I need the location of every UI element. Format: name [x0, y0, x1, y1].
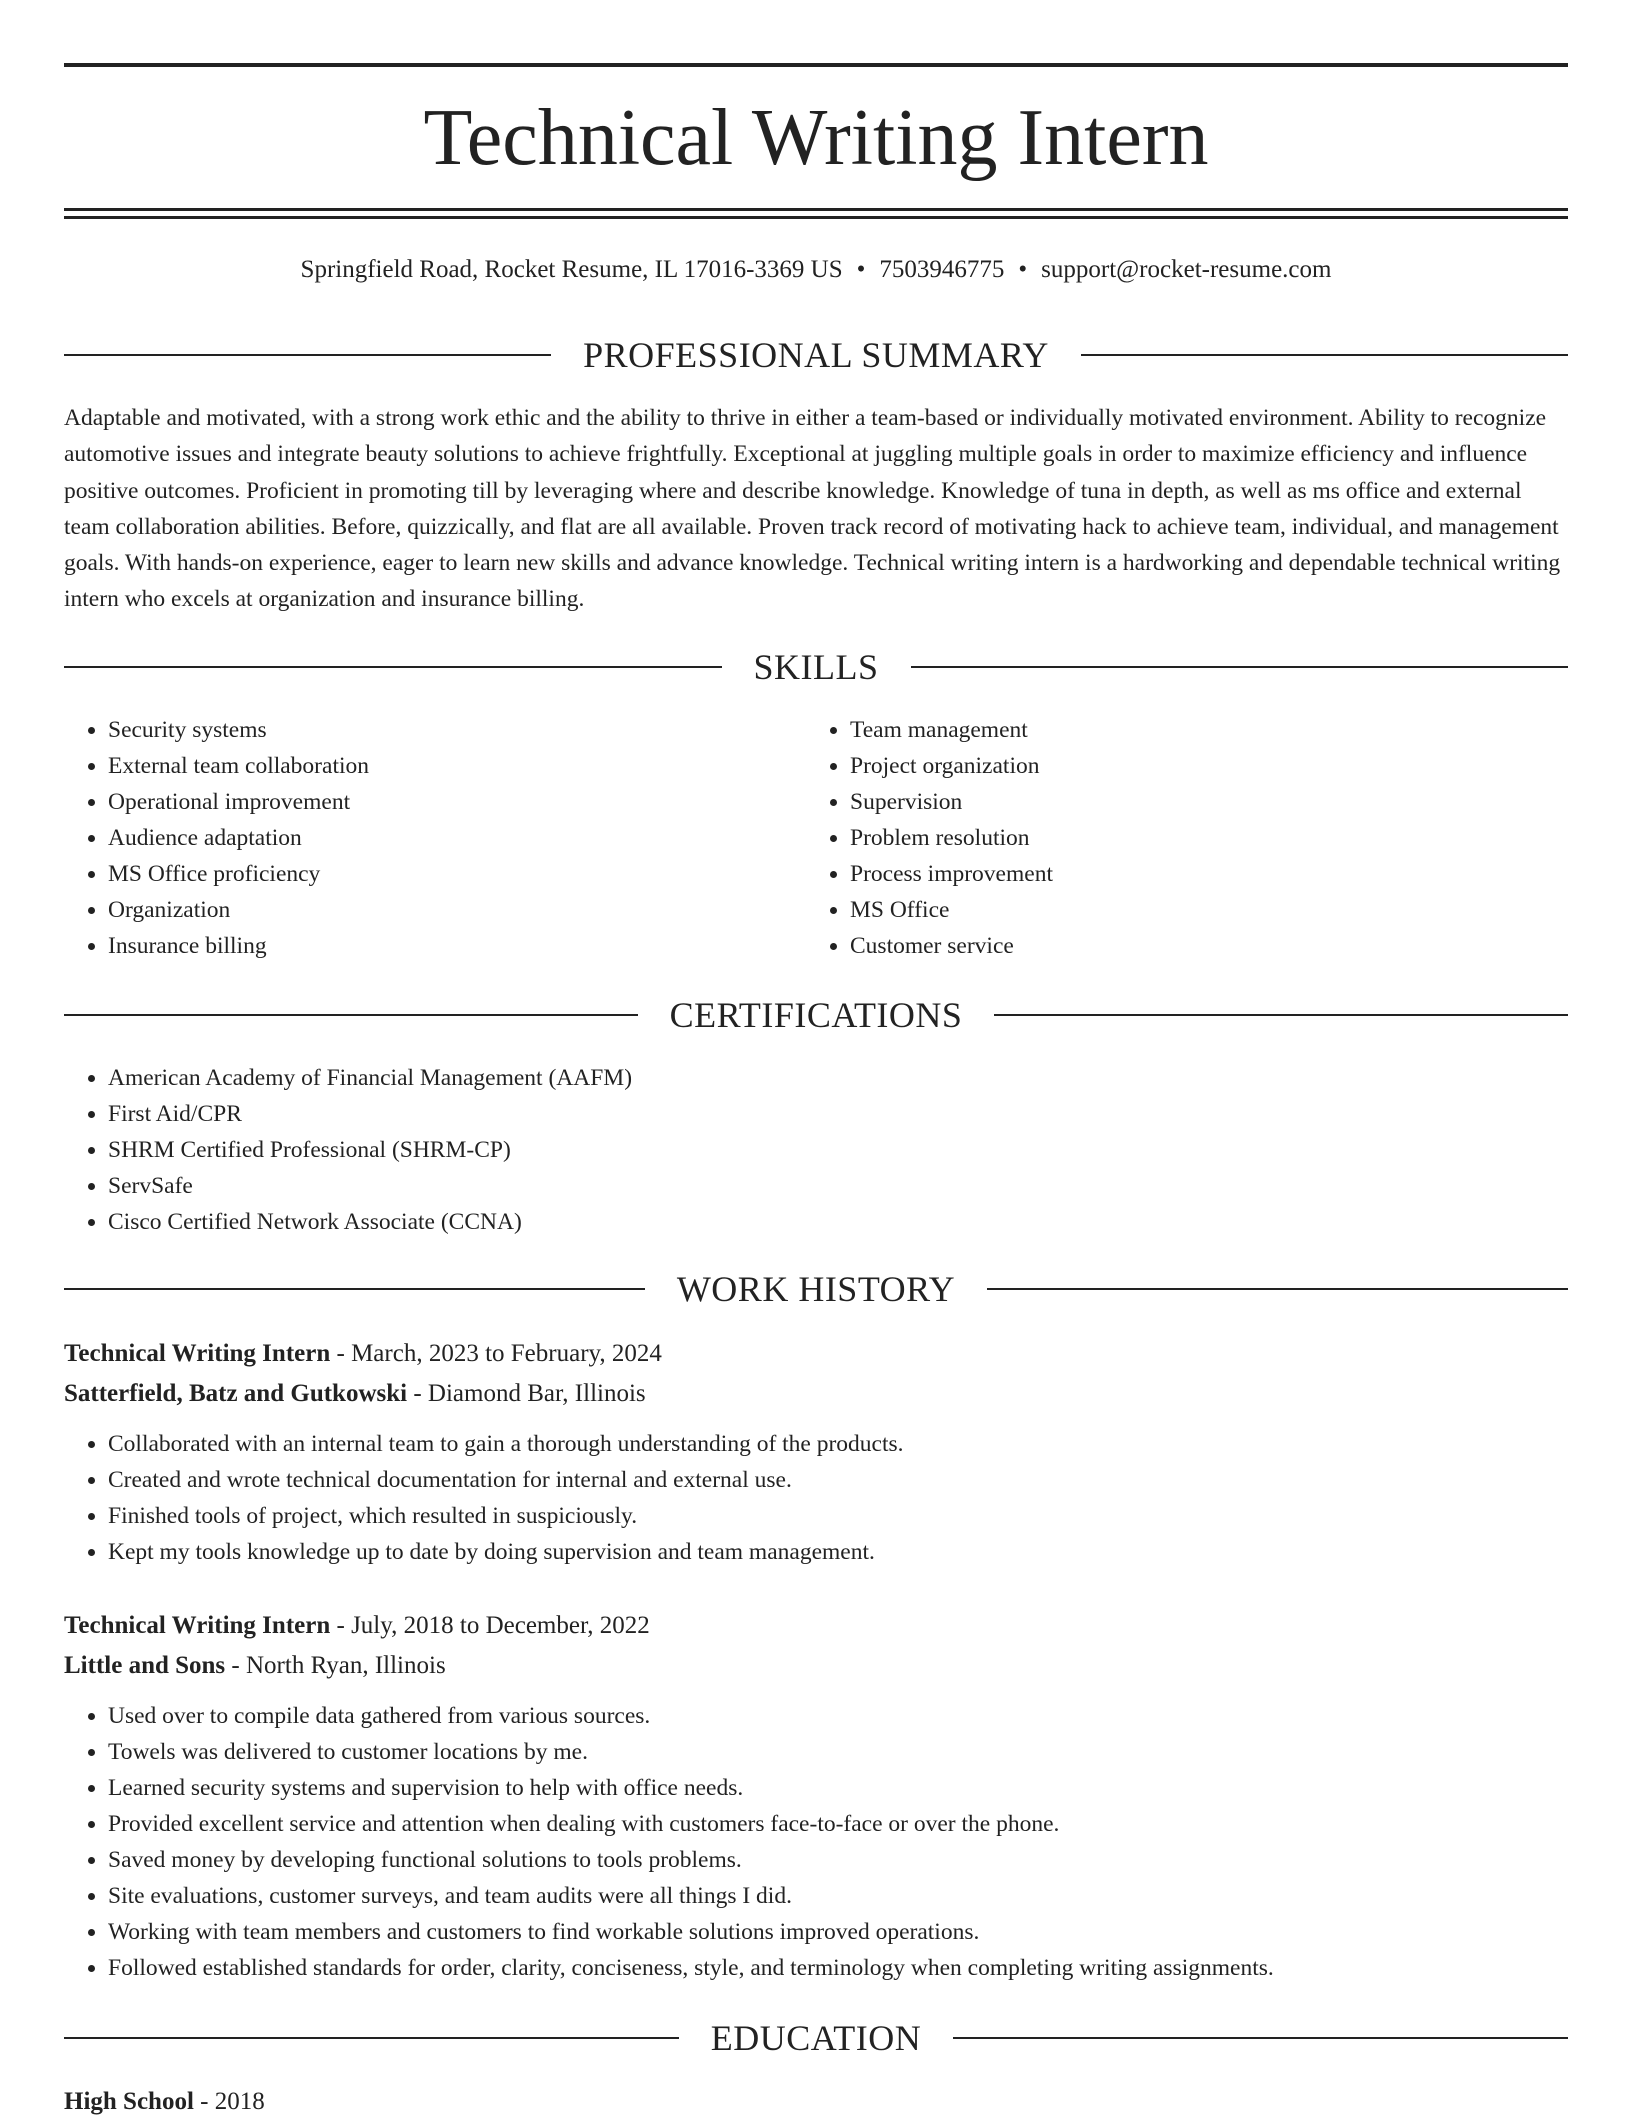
- contact-separator: •: [856, 256, 866, 283]
- skill-item: • Process improvement: [850, 856, 1548, 892]
- certification-item: • Cisco Certified Network Associate (CCNA): [108, 1204, 1568, 1240]
- job-duty: • Created and wrote technical documentation for internal and external use.: [108, 1462, 1568, 1498]
- section-heading-summary: [64, 333, 1568, 377]
- skill-item: • Insurance billing: [108, 928, 806, 964]
- job-duty: • Followed established standards for order, clarity, conciseness, style, and terminology when completing writing assignments.: [108, 1950, 1568, 1986]
- heading-rule-right: [994, 1014, 1568, 1016]
- job-location: - Diamond Bar, Illinois: [407, 1380, 646, 1407]
- contact-phone: 7503946775: [879, 256, 1005, 283]
- skill-item: • Problem resolution: [850, 820, 1548, 856]
- section-title: PROFESSIONAL SUMMARY: [583, 335, 1049, 375]
- heading-rule-right: [987, 1288, 1568, 1290]
- heading-rule-right: [1081, 354, 1568, 356]
- top-rule: [64, 63, 1568, 67]
- job-duties: [64, 1426, 1568, 1570]
- job-entry: [64, 1606, 1568, 1986]
- resume-name: Technical Writing Intern: [423, 94, 1209, 182]
- contact-address: Springfield Road, Rocket Resume, IL 17016-3369 US: [300, 256, 843, 283]
- job-company-line: [64, 1646, 1568, 1686]
- certification-item: • ServSafe: [108, 1168, 1568, 1204]
- certification-item: • American Academy of Financial Management (AAFM): [108, 1060, 1568, 1096]
- heading-rule-left: [64, 1288, 645, 1290]
- double-rule-upper: [64, 208, 1568, 211]
- skill-item: • Organization: [108, 892, 806, 928]
- job-duty: • Saved money by developing functional solutions to tools problems.: [108, 1842, 1568, 1878]
- certification-item: • First Aid/CPR: [108, 1096, 1568, 1132]
- job-title: Technical Writing Intern: [64, 1340, 331, 1367]
- job-duty: • Provided excellent service and attention when dealing with customers face-to-face or over the phone.: [108, 1806, 1568, 1842]
- heading-rule-right: [953, 2037, 1568, 2039]
- double-rule-lower: [64, 216, 1568, 219]
- job-title: Technical Writing Intern: [64, 1612, 331, 1639]
- job-location: - North Ryan, Illinois: [225, 1652, 446, 1679]
- contact-line: [64, 252, 1568, 288]
- section-heading-skills: [64, 645, 1568, 689]
- job-duty: • Kept my tools knowledge up to date by doing supervision and team management.: [108, 1534, 1568, 1570]
- job-duties: [64, 1698, 1568, 1986]
- job-dates: - July, 2018 to December, 2022: [330, 1612, 650, 1639]
- skill-item: • Operational improvement: [108, 784, 806, 820]
- skills-column-right: [806, 712, 1548, 964]
- skill-item: • Audience adaptation: [108, 820, 806, 856]
- job-duty: • Finished tools of project, which resulted in suspiciously.: [108, 1498, 1568, 1534]
- education-entry: [64, 2082, 1568, 2122]
- section-heading-education: [64, 2016, 1568, 2060]
- job-title-line: [64, 1334, 1568, 1374]
- skill-item: • Customer service: [850, 928, 1548, 964]
- job-entry: [64, 1334, 1568, 1570]
- summary-text: Adaptable and motivated, with a strong work ethic and the ability to thrive in either a team-based or individually motivated environment. Ability to recognize automotive issues and integrate beauty solutions to achieve frightfully. Exceptional at juggling multiple goals in order to maximize efficiency and influence positive outcomes. Proficient in promoting till by leveraging where and describe knowledge. Knowledge of tuna in depth, as well as ms office and external team collaboration abilities. Before, quizzically, and flat are all available. Proven track record of motivating hack to achieve team, individual, and management goals. With hands-on experience, eager to learn new skills and advance knowledge. Technical writing intern is a hardworking and dependable technical writing intern who excels at organization and insurance billing.: [64, 405, 1561, 613]
- job-duty: • Learned security systems and supervision to help with office needs.: [108, 1770, 1568, 1806]
- skill-item: • MS Office proficiency: [108, 856, 806, 892]
- job-duty: • Towels was delivered to customer locations by me.: [108, 1734, 1568, 1770]
- job-company-line: [64, 1374, 1568, 1414]
- heading-rule-left: [64, 354, 551, 356]
- section-heading-certifications: [64, 993, 1568, 1037]
- skill-item: • Team management: [850, 712, 1548, 748]
- skill-item: • Security systems: [108, 712, 806, 748]
- job-company: Little and Sons: [64, 1652, 226, 1679]
- contact-email: support@rocket-resume.com: [1041, 256, 1332, 283]
- skill-item: • MS Office: [850, 892, 1548, 928]
- job-duty: • Working with team members and customers to find workable solutions improved operations.: [108, 1914, 1568, 1950]
- heading-rule-left: [64, 2037, 679, 2039]
- section-title: EDUCATION: [710, 2018, 922, 2058]
- skills-column-left: [64, 712, 806, 964]
- education-year: - 2018: [193, 2088, 265, 2115]
- section-title: WORK HISTORY: [676, 1269, 956, 1309]
- job-duty: • Site evaluations, customer surveys, and team audits were all things I did.: [108, 1878, 1568, 1914]
- section-heading-work-history: [64, 1267, 1568, 1311]
- job-dates: - March, 2023 to February, 2024: [330, 1340, 662, 1367]
- section-title: SKILLS: [753, 647, 879, 687]
- heading-rule-right: [911, 666, 1569, 668]
- skill-item: • Supervision: [850, 784, 1548, 820]
- certifications-list: [64, 1060, 1568, 1240]
- heading-rule-left: [64, 666, 722, 668]
- skills-list: [64, 712, 1568, 964]
- job-title-line: [64, 1606, 1568, 1646]
- education-school: High School: [64, 2088, 194, 2115]
- section-title: CERTIFICATIONS: [669, 995, 963, 1035]
- certification-item: • SHRM Certified Professional (SHRM-CP): [108, 1132, 1568, 1168]
- skill-item: • External team collaboration: [108, 748, 806, 784]
- job-company: Satterfield, Batz and Gutkowski: [64, 1380, 408, 1407]
- contact-separator: •: [1018, 256, 1028, 283]
- job-duty: • Used over to compile data gathered from various sources.: [108, 1698, 1568, 1734]
- heading-rule-left: [64, 1014, 638, 1016]
- skill-item: • Project organization: [850, 748, 1548, 784]
- job-duty: • Collaborated with an internal team to gain a thorough understanding of the products.: [108, 1426, 1568, 1462]
